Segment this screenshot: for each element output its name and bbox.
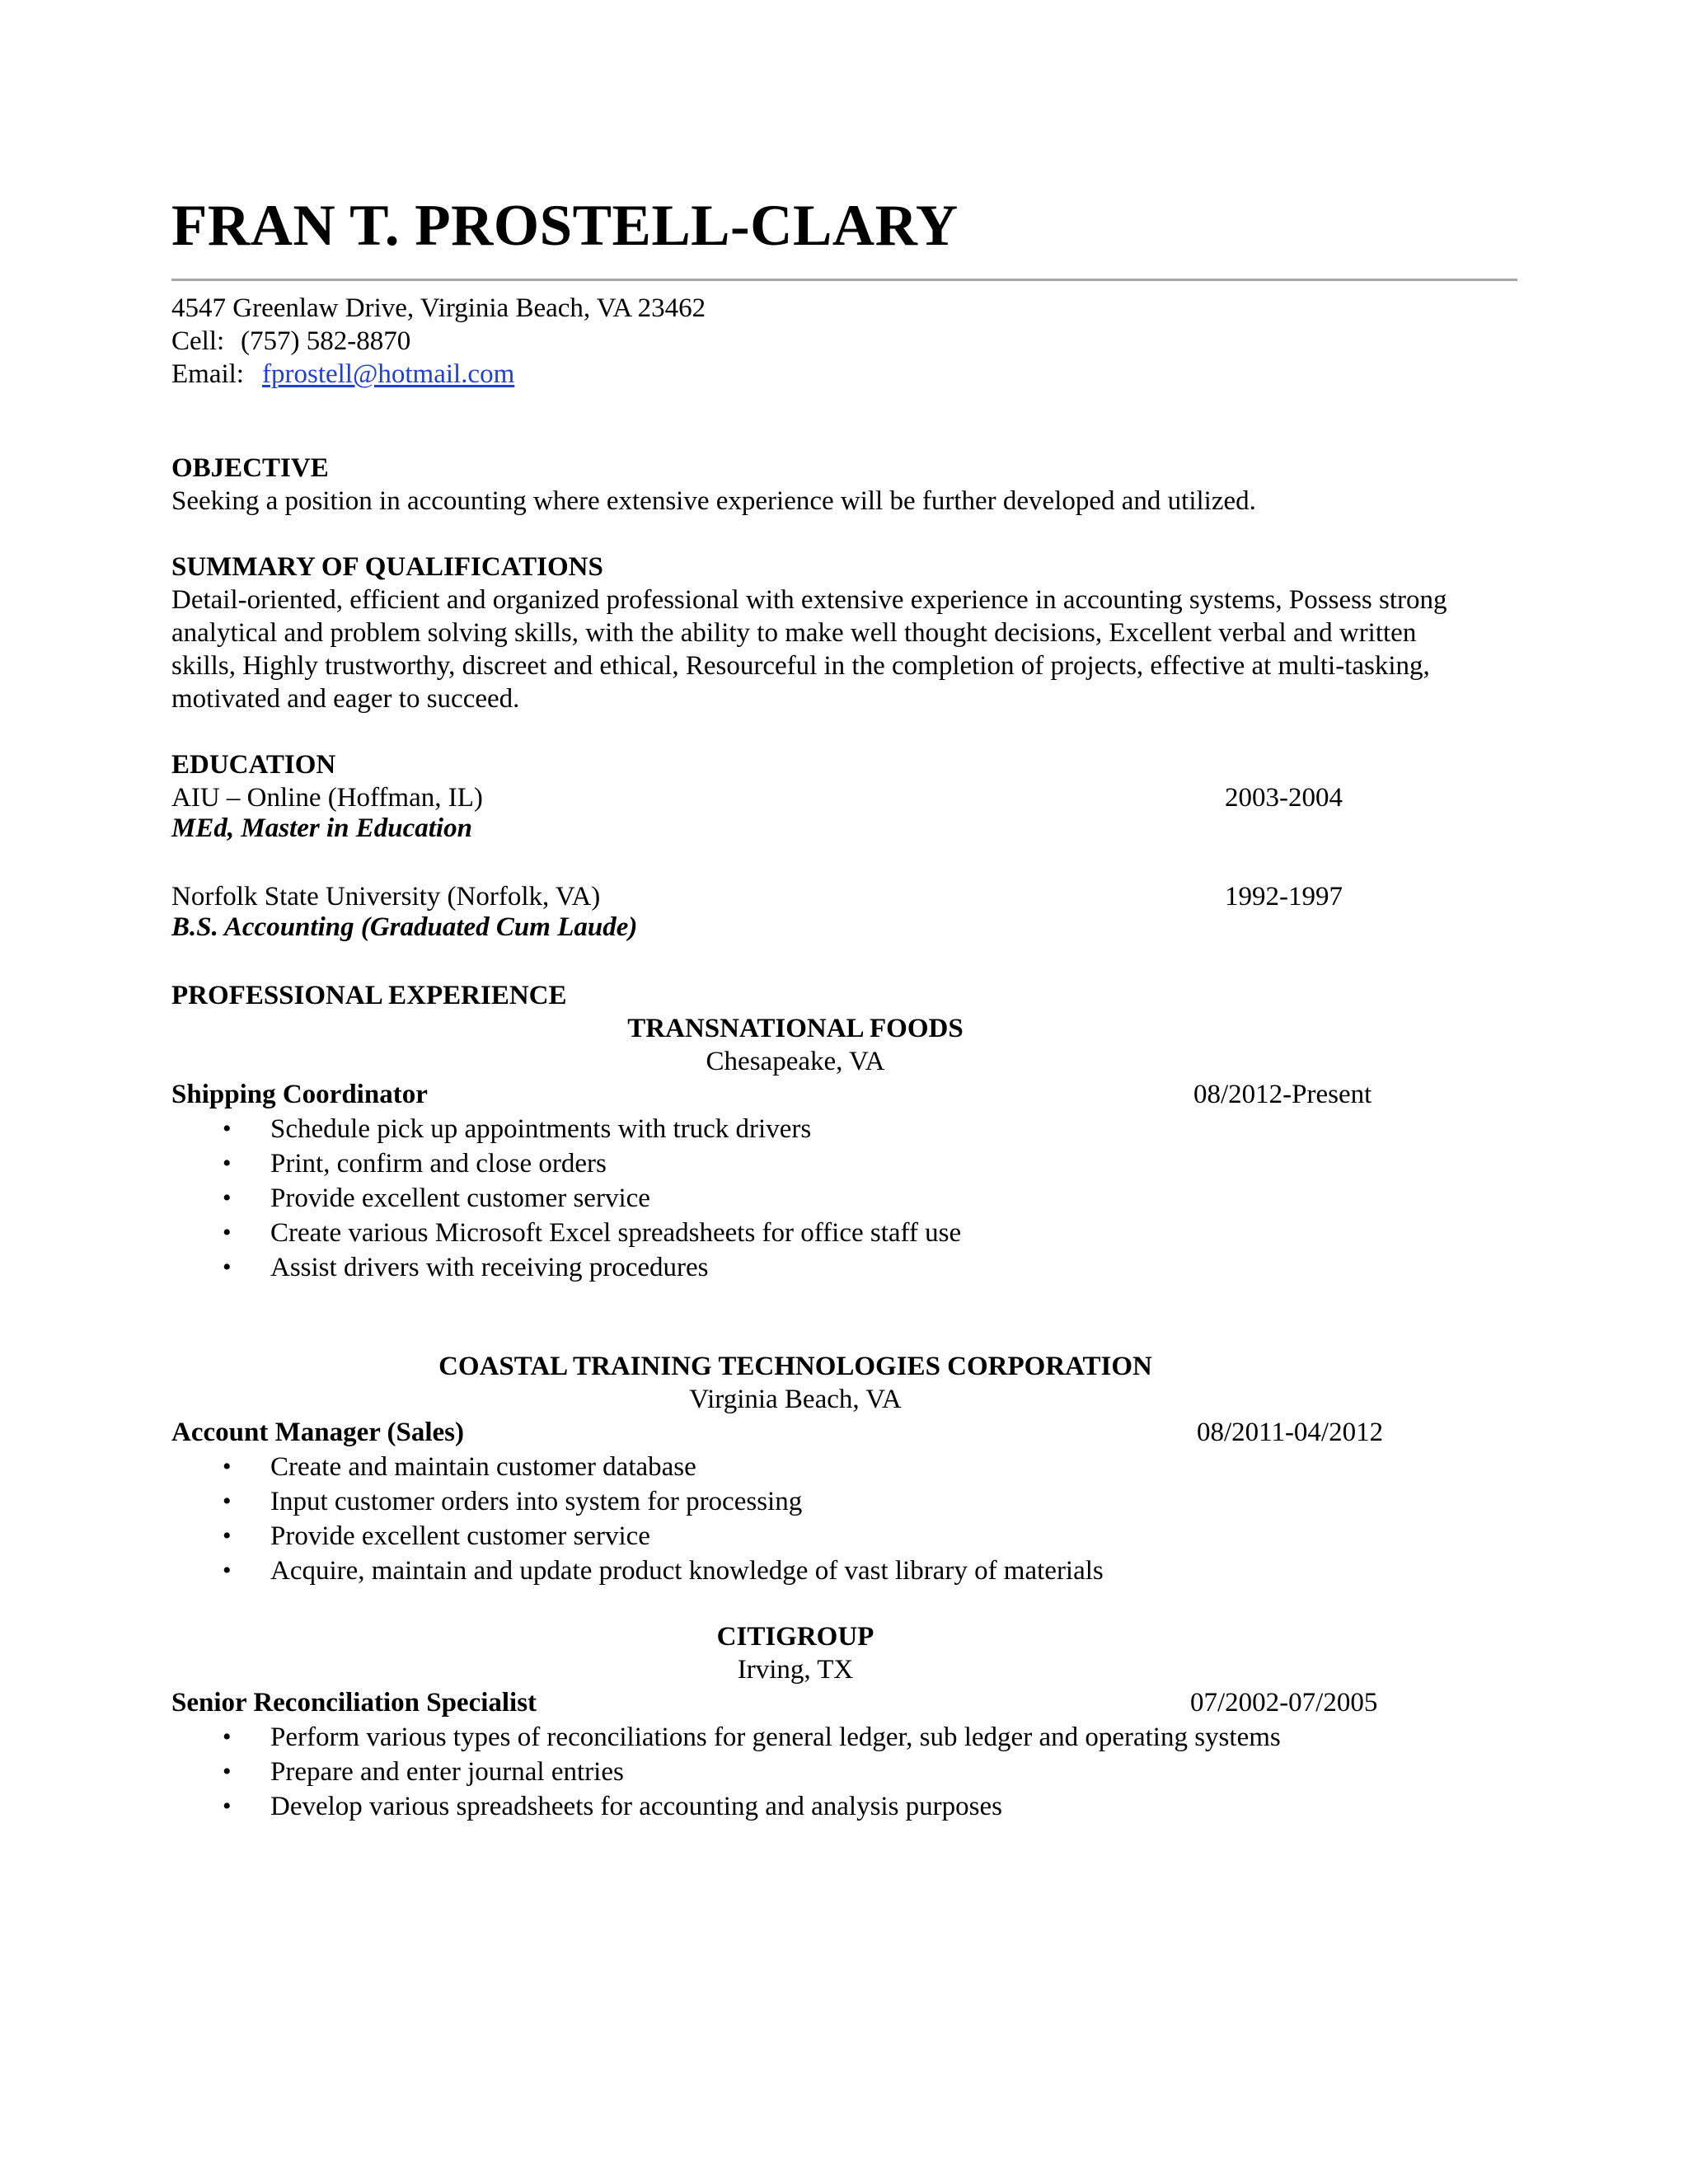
bullet-icon: • [223,1115,232,1142]
company-name: TRANSNATIONAL FOODS [627,1014,964,1043]
bullet-icon: • [223,1184,232,1212]
bullet-icon: • [223,1453,232,1480]
education-degree: MEd, Master in Education [171,813,472,843]
job-bullet: Create various Microsoft Excel spreadsheets for office staff use [270,1218,962,1248]
company-location: Virginia Beach, VA [689,1385,902,1414]
bullet-icon: • [223,1522,232,1549]
bullet-icon: • [223,1723,232,1750]
job-dates: 07/2002-07/2005 [1190,1688,1378,1718]
job-bullet: Input customer orders into system for processing [270,1487,803,1516]
bullet-icon: • [223,1150,232,1177]
summary-line: skills, Highly trustworthy, discreet and ethical, Resourceful in the completion of projects, effective at multi-tasking, [171,651,1430,681]
bullet-icon: • [223,1254,232,1281]
job-bullet: Assist drivers with receiving procedures [270,1253,709,1282]
company-name: CITIGROUP [716,1622,874,1652]
job-bullet: Schedule pick up appointments with truck drivers [270,1114,812,1144]
header-divider [171,279,1517,281]
job-bullet: Develop various spreadsheets for accounting and analysis purposes [270,1792,1003,1821]
company-name: COASTAL TRAINING TECHNOLOGIES CORPORATION [438,1352,1152,1381]
experience-heading: PROFESSIONAL EXPERIENCE [171,981,567,1010]
objective-text: Seeking a position in accounting where extensive experience will be further developed and utilized. [171,486,1256,516]
job-bullet: Provide excellent customer service [270,1183,650,1213]
job-bullet: Perform various types of reconciliations for general ledger, sub ledger and operating systems [270,1722,1281,1752]
education-school: AIU – Online (Hoffman, IL) [171,783,483,813]
cell-number: (757) 582-8870 [241,326,411,356]
job-title: Senior Reconciliation Specialist [171,1688,537,1718]
email-label: Email: [171,359,244,389]
bullet-icon: • [223,1758,232,1785]
summary-line: analytical and problem solving skills, with the ability to make well thought decisions, Excellent verbal and written [171,618,1417,648]
education-years: 1992-1997 [1225,882,1343,912]
summary-line: Detail-oriented, efficient and organized professional with extensive experience in accounting systems, Possess strong [171,585,1447,615]
job-bullet: Provide excellent customer service [270,1521,650,1551]
objective-heading: OBJECTIVE [171,453,329,483]
job-bullet: Create and maintain customer database [270,1452,696,1482]
job-bullet: Acquire, maintain and update product knowledge of vast library of materials [270,1556,1104,1586]
bullet-icon: • [223,1793,232,1820]
cell-label: Cell: [171,326,225,356]
education-school: Norfolk State University (Norfolk, VA) [171,882,601,912]
bullet-icon: • [223,1557,232,1584]
education-heading: EDUCATION [171,750,336,780]
job-bullet: Prepare and enter journal entries [270,1757,624,1787]
address: 4547 Greenlaw Drive, Virginia Beach, VA 23462 [171,293,706,323]
summary-heading: SUMMARY OF QUALIFICATIONS [171,552,603,582]
summary-line: motivated and eager to succeed. [171,684,520,714]
education-degree: B.S. Accounting (Graduated Cum Laude) [171,912,638,942]
education-years: 2003-2004 [1225,783,1343,813]
company-location: Chesapeake, VA [706,1047,885,1076]
bullet-icon: • [223,1488,232,1515]
job-dates: 08/2011-04/2012 [1197,1418,1384,1447]
company-location: Irving, TX [737,1655,854,1685]
job-title: Account Manager (Sales) [171,1418,465,1447]
job-title: Shipping Coordinator [171,1080,428,1109]
email-link[interactable]: fprostell@hotmail.com [262,359,515,389]
bullet-icon: • [223,1219,232,1246]
job-bullet: Print, confirm and close orders [270,1149,607,1179]
job-dates: 08/2012-Present [1193,1080,1372,1109]
resume-name: FRAN T. PROSTELL-CLARY [171,194,959,258]
